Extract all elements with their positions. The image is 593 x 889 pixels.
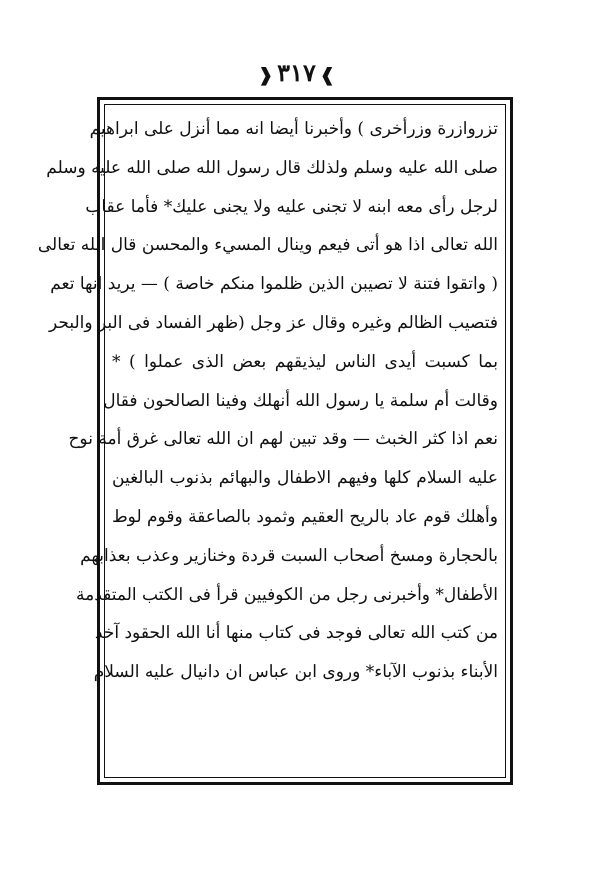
text-line: الأبناء بذنوب الآباء* وروى ابن عباس ان دانيال عليه السلام (93, 662, 498, 683)
text-line: وقالت أم سلمة يا رسول الله أنهلك وفينا الصالحون فقال (103, 390, 498, 411)
text-line: عليه السلام كلها وفيهم الاطفال والبهائم بذنوب البالغين (112, 468, 498, 489)
text-line: تزروازرة وزرأخرى ) وأخبرنا أيضا انه مما أنزل على ابراهيم (89, 119, 498, 139)
text-line: فتصيب الظالم وغيره وقال عز وجل (ظهر الفساد فى البر والبحر (49, 312, 498, 333)
text-line: الله تعالى اذا هو أتى فيعم وينال المسيء والمحسن قال الله تعالى (37, 235, 498, 256)
text-line: بالحجارة ومسخ أصحاب السبت قردة وخنازير وعذب بعذابهم (80, 545, 498, 566)
text-line: نعم اذا كثر الخبث — وقد تبين لهم ان الله تعالى غرق أمة نوح (68, 429, 498, 450)
text-line: صلى الله عليه وسلم ولذلك قال رسول الله صلى الله عليه وسلم (46, 157, 498, 178)
text-line: وأهلك قوم عاد بالريح العقيم وثمود بالصاعقة وقوم لوط (111, 506, 498, 527)
ornament-left: ❰ (258, 65, 274, 86)
page-number (0, 58, 593, 87)
page-number-value: ٣١٧ (277, 58, 316, 87)
text-line: من كتب الله تعالى فوجد فى كتاب منها أنا الله الحقود آخذ (94, 623, 498, 644)
ornament-right: ❱ (319, 65, 335, 86)
body-text (37, 110, 498, 770)
text-line: ( واتقوا فتنة لا تصيبن الذين ظلموا منكم خاصة ) — يريد انها تعم (50, 274, 498, 295)
text-line: الأطفال* وأخبرنى رجل من الكوفيين قرأ فى الكتب المتقدمة (76, 584, 498, 605)
text-line: بما كسبت أيدى الناس ليذيقهم بعض الذى عملوا ) * (112, 351, 498, 372)
text-line: لرجل رأى معه ابنه لا تجنى عليه ولا يجنى عليك* فأما عقاب (85, 196, 498, 217)
